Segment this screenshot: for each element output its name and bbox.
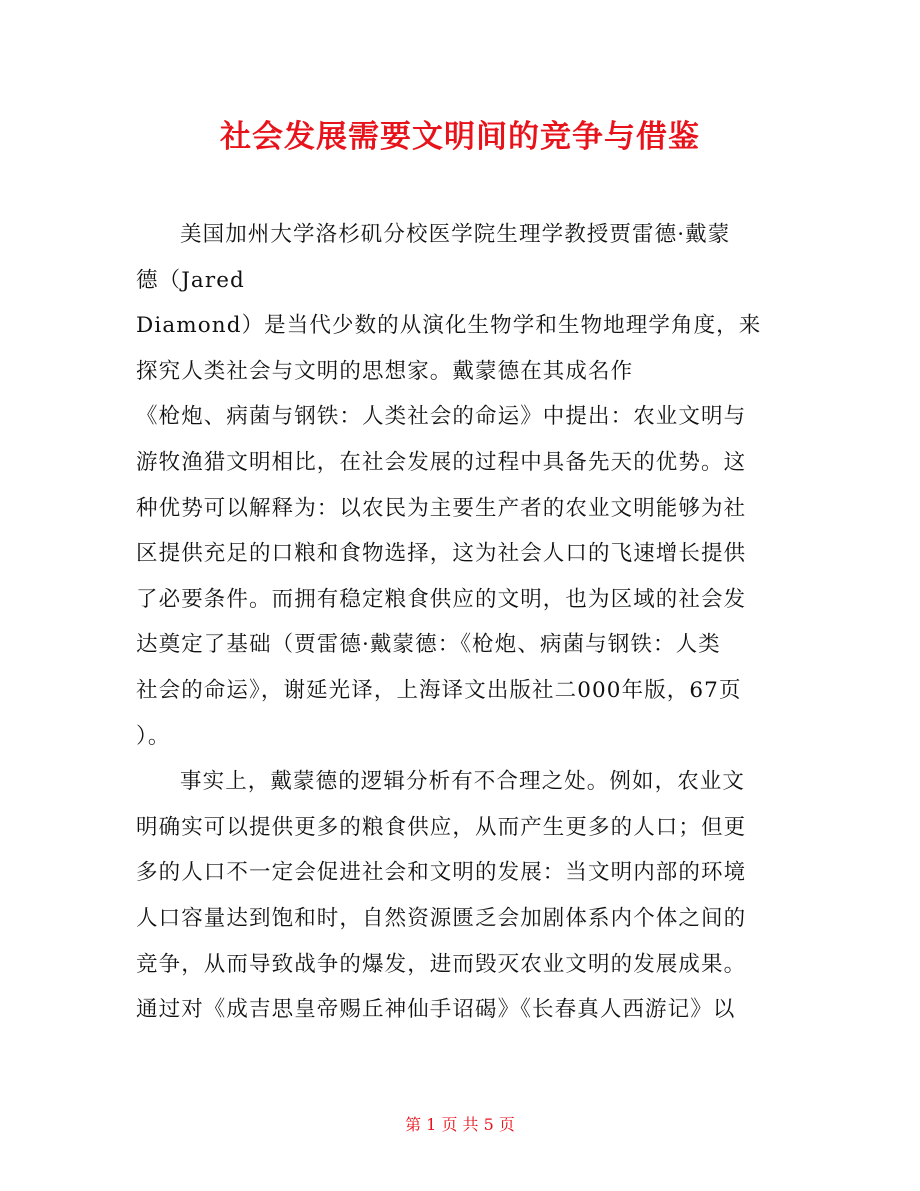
page-number-label: 第 1 页 共 5 页 [405,1115,515,1134]
page-title: 社会发展需要文明间的竞争与借鉴 [220,119,700,155]
text-line: 人口容量达到饱和时，自然资源匮乏会加剧体系内个体之间的 [136,905,747,931]
text-line: 德（Jared [136,267,245,293]
text-line: 游牧渔猎文明相比，在社会发展的过程中具备先天的优势。这 [136,449,747,475]
text-line: 探究人类社会与文明的思想家。戴蒙德在其成名作 [136,358,634,384]
text-line: 种优势可以解释为：以农民为主要生产者的农业文明能够为社 [136,495,747,521]
text-line: ）。 [136,723,171,749]
text-line: 事实上，戴蒙德的逻辑分析有不合理之处。例如，农业文 [180,769,746,795]
page-footer [0,1112,920,1138]
text-line: 明确实可以提供更多的粮食供应，从而产生更多的人口；但更 [136,814,747,840]
text-line: 社会的命运》，谢延光译，上海译文出版社二000年版，67页 [136,677,742,703]
text-line: 竞争，从而导致战争的爆发，进而毁灭农业文明的发展成果。 [136,951,747,977]
text-line: 达奠定了基础（贾雷德·戴蒙德：《枪炮、病菌与钢铁：人类 [136,632,721,658]
text-line: 通过对《成吉思皇帝赐丘神仙手诏碣》《长春真人西游记》以 [136,997,736,1023]
document-body [136,212,786,1033]
text-line: 区提供充足的口粮和食物选择，这为社会人口的飞速增长提供 [136,541,747,567]
text-line: 多的人口不一定会促进社会和文明的发展：当文明内部的环境 [136,860,747,886]
text-line: 《枪炮、病菌与钢铁：人类社会的命运》中提出：农业文明与 [136,404,747,430]
text-line: 了必要条件。而拥有稳定粮食供应的文明，也为区域的社会发 [136,586,747,612]
text-line: 美国加州大学洛杉矶分校医学院生理学教授贾雷德·戴蒙 [180,222,731,247]
text-line: Diamond）是当代少数的从演化生物学和生物地理学角度，来 [136,313,762,339]
